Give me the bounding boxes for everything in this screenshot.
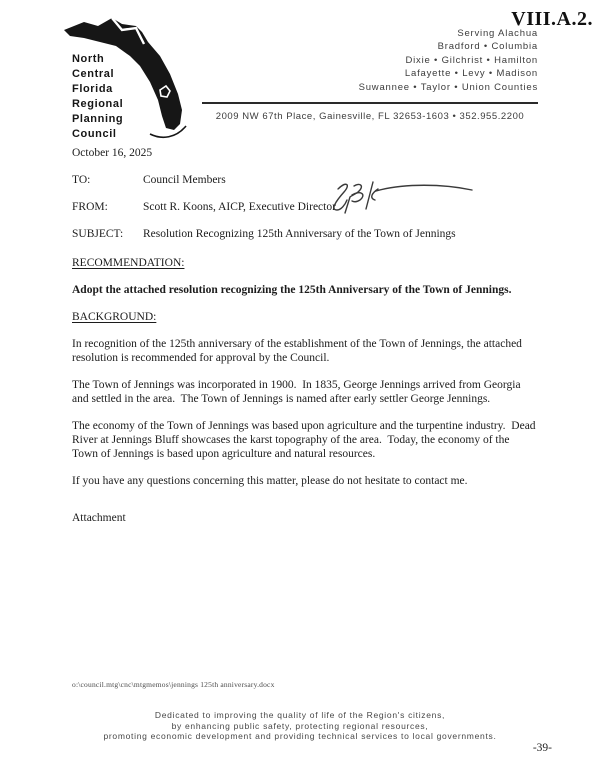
memo-field-from <box>72 200 537 214</box>
memo-date: October 16, 2025 <box>72 147 153 159</box>
logo-line: North <box>72 53 105 65</box>
document-file-path: o:\council.mtg\cnc\mtgmemos\jennings 125th anniversary.docx <box>72 680 275 689</box>
serving-line: Serving Alachua <box>457 28 538 39</box>
recommendation-text: Adopt the attached resolution recognizing the 125th Anniversary of the Town of Jennings. <box>72 284 512 296</box>
memo-content <box>72 146 537 525</box>
serving-line: Bradford • Columbia <box>437 41 538 53</box>
body-paragraph: The economy of the Town of Jennings was based upon agriculture and the turpentine industry. Dead River at Jennings Bluff showcases the karst topography of the area. Today, the economy of the Town of Jennings is based upon agriculture and natural resources. <box>72 420 539 460</box>
memo-field-to <box>72 173 537 187</box>
closing-paragraph: If you have any questions concerning this matter, please do not hesitate to contact me. <box>72 475 468 487</box>
logo-line: Florida <box>72 83 113 95</box>
dedication-line: by enhancing public safety, protecting regional resources, <box>171 720 429 731</box>
logo-line: Central <box>72 68 115 80</box>
dedication-statement <box>0 710 600 742</box>
council-address: 2009 NW 67th Place, Gainesville, FL 32653-1603 • 352.955.2200 <box>215 111 525 122</box>
body-paragraph: The Town of Jennings was incorporated in 1900. In 1835, George Jennings arrived from Georgia and settled in the area. The Town of Jennings is named after early settler George Jennings. <box>72 379 524 405</box>
field-label: TO: <box>72 174 91 186</box>
body-paragraph: In recognition of the 125th anniversary of the establishment of the Town of Jennings, the attached resolution is recommended for approval by the Council. <box>72 338 525 364</box>
serving-line: Lafayette • Levy • Madison <box>404 68 538 80</box>
dedication-line: promoting economic development and providing technical services to local governments. <box>103 731 497 741</box>
attachment-note: Attachment <box>72 512 126 524</box>
logo-line: Council <box>72 128 117 140</box>
memo-field-subject <box>72 227 537 241</box>
serving-counties-list <box>359 27 538 94</box>
logo-wordmark <box>72 52 123 142</box>
council-logo <box>62 16 202 140</box>
field-label: FROM: <box>72 201 108 213</box>
field-value: Council Members <box>143 174 226 186</box>
field-label: SUBJECT: <box>72 228 124 240</box>
logo-line: Regional <box>72 98 124 110</box>
field-value: Scott R. Koons, AICP, Executive Director <box>143 201 336 213</box>
dedication-line: Dedicated to improving the quality of life of the Region's citizens, <box>154 710 446 720</box>
field-value: Resolution Recognizing 125th Anniversary of the Town of Jennings <box>143 228 456 240</box>
background-heading: BACKGROUND: <box>72 311 157 323</box>
recommendation-heading: RECOMMENDATION: <box>72 257 185 269</box>
serving-line: Suwannee • Taylor • Union Counties <box>358 81 538 93</box>
agenda-item-number: VIII.A.2. <box>511 8 593 30</box>
serving-line: Dixie • Gilchrist • Hamilton <box>405 54 538 66</box>
logo-line: Planning <box>72 113 124 125</box>
letterhead-divider <box>202 102 538 104</box>
page-number: -39- <box>532 742 552 754</box>
